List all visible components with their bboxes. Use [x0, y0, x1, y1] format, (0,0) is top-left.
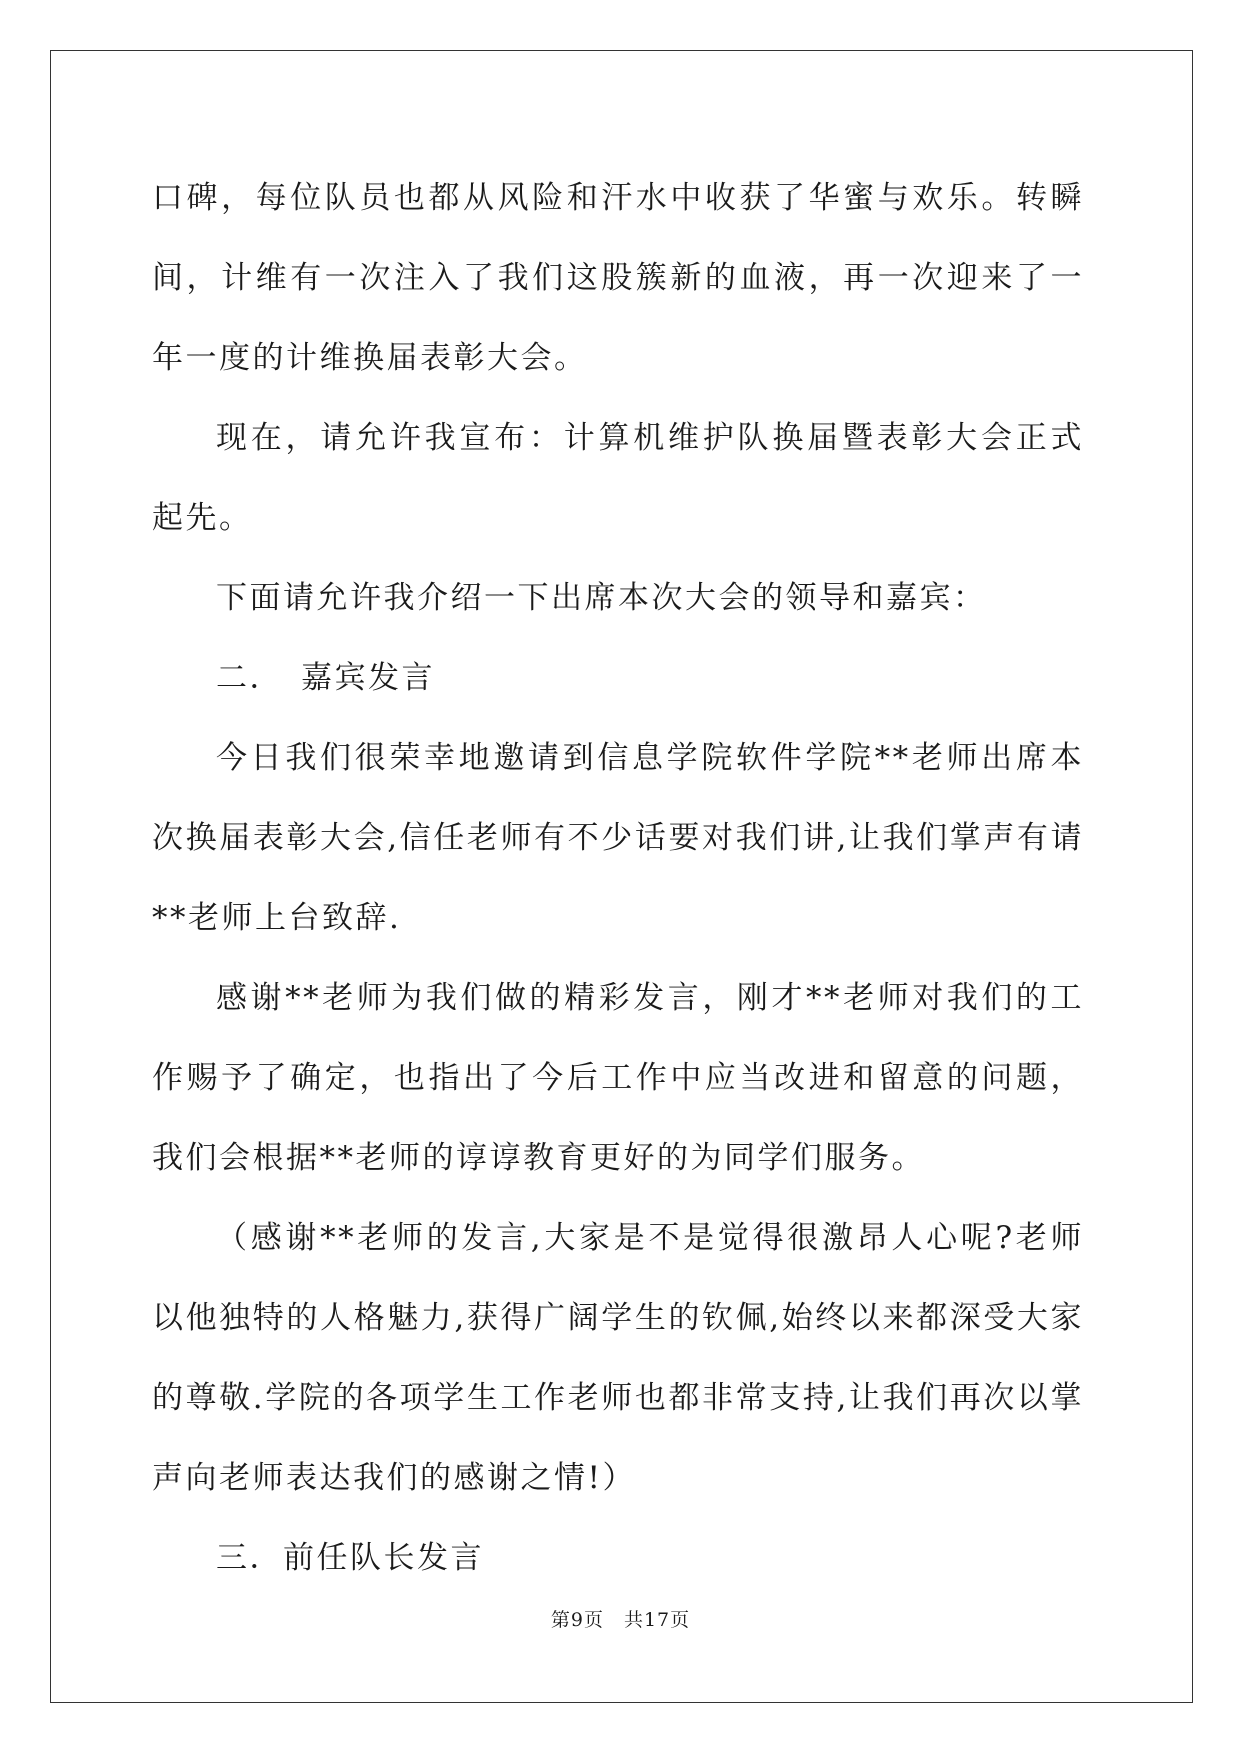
paragraph-6: 感谢**老师为我们做的精彩发言，刚才**老师对我们的工作赐予了确定，也指出了今后工作中应当改进和留意的问题，我们会根据**老师的谆谆教育更好的为同学们服务。 [152, 980, 1084, 1176]
section-heading-former-captain-speech: 三．前任队长发言 [216, 1540, 484, 1576]
document-body [152, 158, 1084, 1598]
paragraph-5: 今日我们很荣幸地邀请到信息学院软件学院**老师出席本次换届表彰大会,信任老师有不少话要对我们讲,让我们掌声有请**老师上台致辞. [152, 740, 1084, 936]
section-heading-guest-speech: 二． 嘉宾发言 [216, 660, 435, 696]
paragraph-7: （感谢**老师的发言,大家是不是觉得很激昂人心呢?老师以他独特的人格魅力,获得广阔学生的钦佩,始终以来都深受大家的尊敬.学院的各项学生工作老师也都非常支持,让我们再次以掌声向老师表达我们的感谢之情!） [152, 1220, 1084, 1496]
page-number: 第9页 [550, 1609, 604, 1631]
total-pages: 共17页 [623, 1609, 691, 1631]
paragraph-3: 下面请允许我介绍一下出席本次大会的领导和嘉宾： [216, 580, 987, 616]
paragraph-1: 口碑，每位队员也都从风险和汗水中收获了华蜜与欢乐。转瞬间，计维有一次注入了我们这股簇新的血液，再一次迎来了一年一度的计维换届表彰大会。 [152, 180, 1084, 376]
page-footer [0, 1605, 1241, 1632]
paragraph-2: 现在，请允许我宣布：计算机维护队换届暨表彰大会正式起先。 [152, 420, 1084, 536]
